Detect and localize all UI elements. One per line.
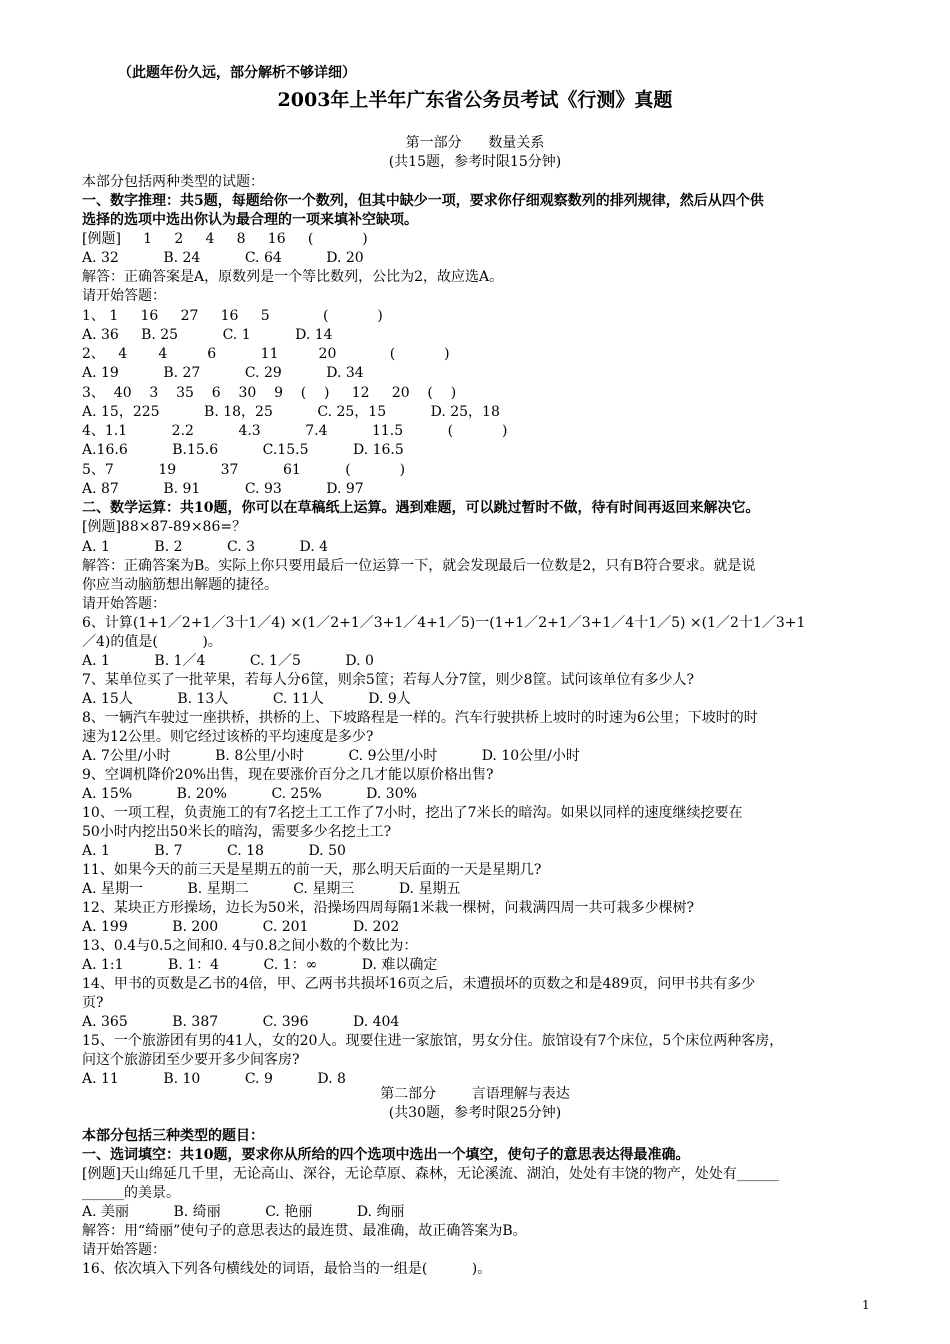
example-options: A. 1 B. 2 C. 3 D. 4 — [82, 539, 329, 555]
question: 3、 40 3 35 6 30 9 ( ) 12 20 ( ) — [82, 385, 457, 401]
question-options: A. 1 B. 1／4 C. 1／5 D. 0 — [82, 653, 374, 669]
question-options: A. 11 B. 10 C. 9 D. 8 — [82, 1071, 346, 1087]
part1-sub: (共15题，参考时限15分钟) — [388, 154, 562, 170]
question-options: A. 365 B. 387 C. 396 D. 404 — [82, 1014, 400, 1030]
part2-sub: (共30题，参考时限25分钟) — [388, 1105, 562, 1121]
question-options: A. 36 B. 25 C. 1 D. 14 — [82, 327, 333, 343]
question: 问这个旅游团至少要开多少间客房? — [82, 1052, 300, 1068]
question: 50小时内挖出50米长的暗沟，需要多少名挖土工? — [82, 824, 392, 840]
question: 10、一项工程，负责施工的有7名挖土工工作了7小时，挖出了7米长的暗沟。如果以同样的速度继续挖要在 — [82, 805, 743, 821]
question: 12、某块正方形操场，边长为50米，沿操场四周每隔1米栽一棵树，问栽满四周一共可栽多少棵树? — [82, 900, 695, 916]
question: 页? — [82, 995, 104, 1011]
example-answer: 你应当动脑筋想出解题的捷径。 — [82, 577, 278, 593]
note: （此题年份久远，部分解析不够详细） — [118, 65, 356, 81]
example-question: [例题]天山绵延几千里，无论高山、深谷，无论草原、森林，无论溪流、湖泊，处处有丰饶的物产，处处有______ — [82, 1166, 779, 1182]
question-options: A. 1 B. 7 C. 18 D. 50 — [82, 843, 346, 859]
question: 9、空调机降价20%出售，现在要涨价百分之几才能以原价格出售? — [82, 767, 494, 783]
part2-heading: 第二部分 言语理解与表达 — [380, 1086, 570, 1102]
example-answer: 解答：用“绮丽”使句子的意思表达的最连贯、最准确，故正确答案为B。 — [82, 1223, 527, 1239]
section-heading: 一、数字推理：共5题，每题给你一个数列，但其中缺少一项，要求你仔细观察数列的排列规律，然后从四个供 — [82, 193, 764, 209]
example-answer: 解答：正确答案为B。实际上你只要用最后一位运算一下，就会发现最后一位数是2，只有B符合要求。就是说 — [82, 558, 756, 574]
question-options: A. 199 B. 200 C. 201 D. 202 — [82, 919, 400, 935]
question: 1、 1 16 27 16 5 ( ) — [82, 308, 383, 324]
start-prompt: 请开始答题： — [82, 596, 166, 612]
start-prompt: 请开始答题： — [82, 1242, 166, 1258]
question: 7、某单位买了一批苹果，若每人分6筐，则余5筐；若每人分7筐，则少8筐。试问该单位有多少人? — [82, 672, 695, 688]
question: 8、一辆汽车驶过一座拱桥，拱桥的上、下坡路程是一样的。汽车行驶拱桥上坡时的时速为6公里；下坡时的时 — [82, 710, 758, 726]
question-options: A. 7公里/小时 B. 8公里/小时 C. 9公里/小时 D. 10公里/小时 — [82, 748, 580, 764]
example-options: A. 32 B. 24 C. 64 D. 20 — [82, 250, 364, 266]
question-options: A. 1:1 B. 1：4 C. 1：∞ D. 难以确定 — [82, 957, 438, 973]
example-question: ______的美景。 — [82, 1185, 180, 1201]
start-prompt: 请开始答题： — [82, 288, 166, 304]
example-options: A. 美丽 B. 绮丽 C. 艳丽 D. 绚丽 — [82, 1204, 405, 1220]
question: 速为12公里。则它经过该桥的平均速度是多少? — [82, 729, 374, 745]
question: 16、依次填入下列各句横线处的词语，最恰当的一组是( )。 — [82, 1261, 492, 1277]
question: 14、甲书的页数是乙书的4倍，甲、乙两书共损坏16页之后，未遭损坏的页数之和是489页，问甲书共有多少 — [82, 976, 756, 992]
question: 5、7 19 37 61 ( ) — [82, 462, 406, 478]
question: 2、 4 4 6 11 20 ( ) — [82, 346, 450, 362]
part2-intro: 本部分包括三种类型的题目： — [82, 1128, 264, 1144]
question: 13、0.4与0.5之间和0. 4与0.8之间小数的个数比为： — [82, 938, 418, 954]
question: 15、一个旅游团有男的41人，女的20人。现要住进一家旅馆，男女分住。旅馆设有7个床位，5个床位两种客房， — [82, 1033, 784, 1049]
example-answer: 解答：正确答案是A，原数列是一个等比数列，公比为2，故应选A。 — [82, 269, 504, 285]
part1-heading: 第一部分 数量关系 — [405, 135, 545, 151]
question: 6、计算(1+1／2+1／3十1／4) ×(1／2+1／3+1／4+1／5)一(1+1／2+1／3+1／4十1／5) ×(1／2十1／3+1 — [82, 615, 806, 631]
question-options: A. 15，225 B. 18，25 C. 25，15 D. 25，18 — [82, 404, 500, 420]
example-question: [例题] 1 2 4 8 16 ( ) — [82, 231, 368, 247]
question-options: A. 15% B. 20% C. 25% D. 30% — [82, 786, 417, 802]
part1-intro: 本部分包括两种类型的试题： — [82, 174, 264, 190]
question-options: A. 星期一 B. 星期二 C. 星期三 D. 星期五 — [82, 881, 461, 897]
question-options: A. 15人 B. 13人 C. 11人 D. 9人 — [82, 691, 411, 707]
page-title: 2003年上半年广东省公务员考试《行测》真题 — [277, 89, 673, 111]
example-question: [例题]88×87-89×86=？ — [82, 519, 247, 535]
section-heading: 二、数学运算：共10题，你可以在草稿纸上运算。遇到难题，可以跳过暂时不做，待有时间再返回来解决它。 — [82, 500, 760, 516]
section-heading: 一、选词填空：共10题，要求你从所给的四个选项中选出一个填空，使句子的意思表达得最准确。 — [82, 1147, 690, 1163]
question-options: A. 19 B. 27 C. 29 D. 34 — [82, 365, 364, 381]
question: 11、如果今天的前三天是星期五的前一天，那么明天后面的一天是星期几? — [82, 862, 542, 878]
section-heading: 选择的选项中选出你认为最合理的一项来填补空缺项。 — [82, 212, 418, 228]
question: 4、1.1 2.2 4.3 7.4 11.5 ( ) — [82, 423, 508, 439]
question-options: A. 87 B. 91 C. 93 D. 97 — [82, 481, 364, 497]
page-number: 1 — [862, 1298, 870, 1312]
question-options: A.16.6 B.15.6 C.15.5 D. 16.5 — [82, 442, 404, 458]
question: ／4)的值是( )。 — [82, 634, 222, 650]
